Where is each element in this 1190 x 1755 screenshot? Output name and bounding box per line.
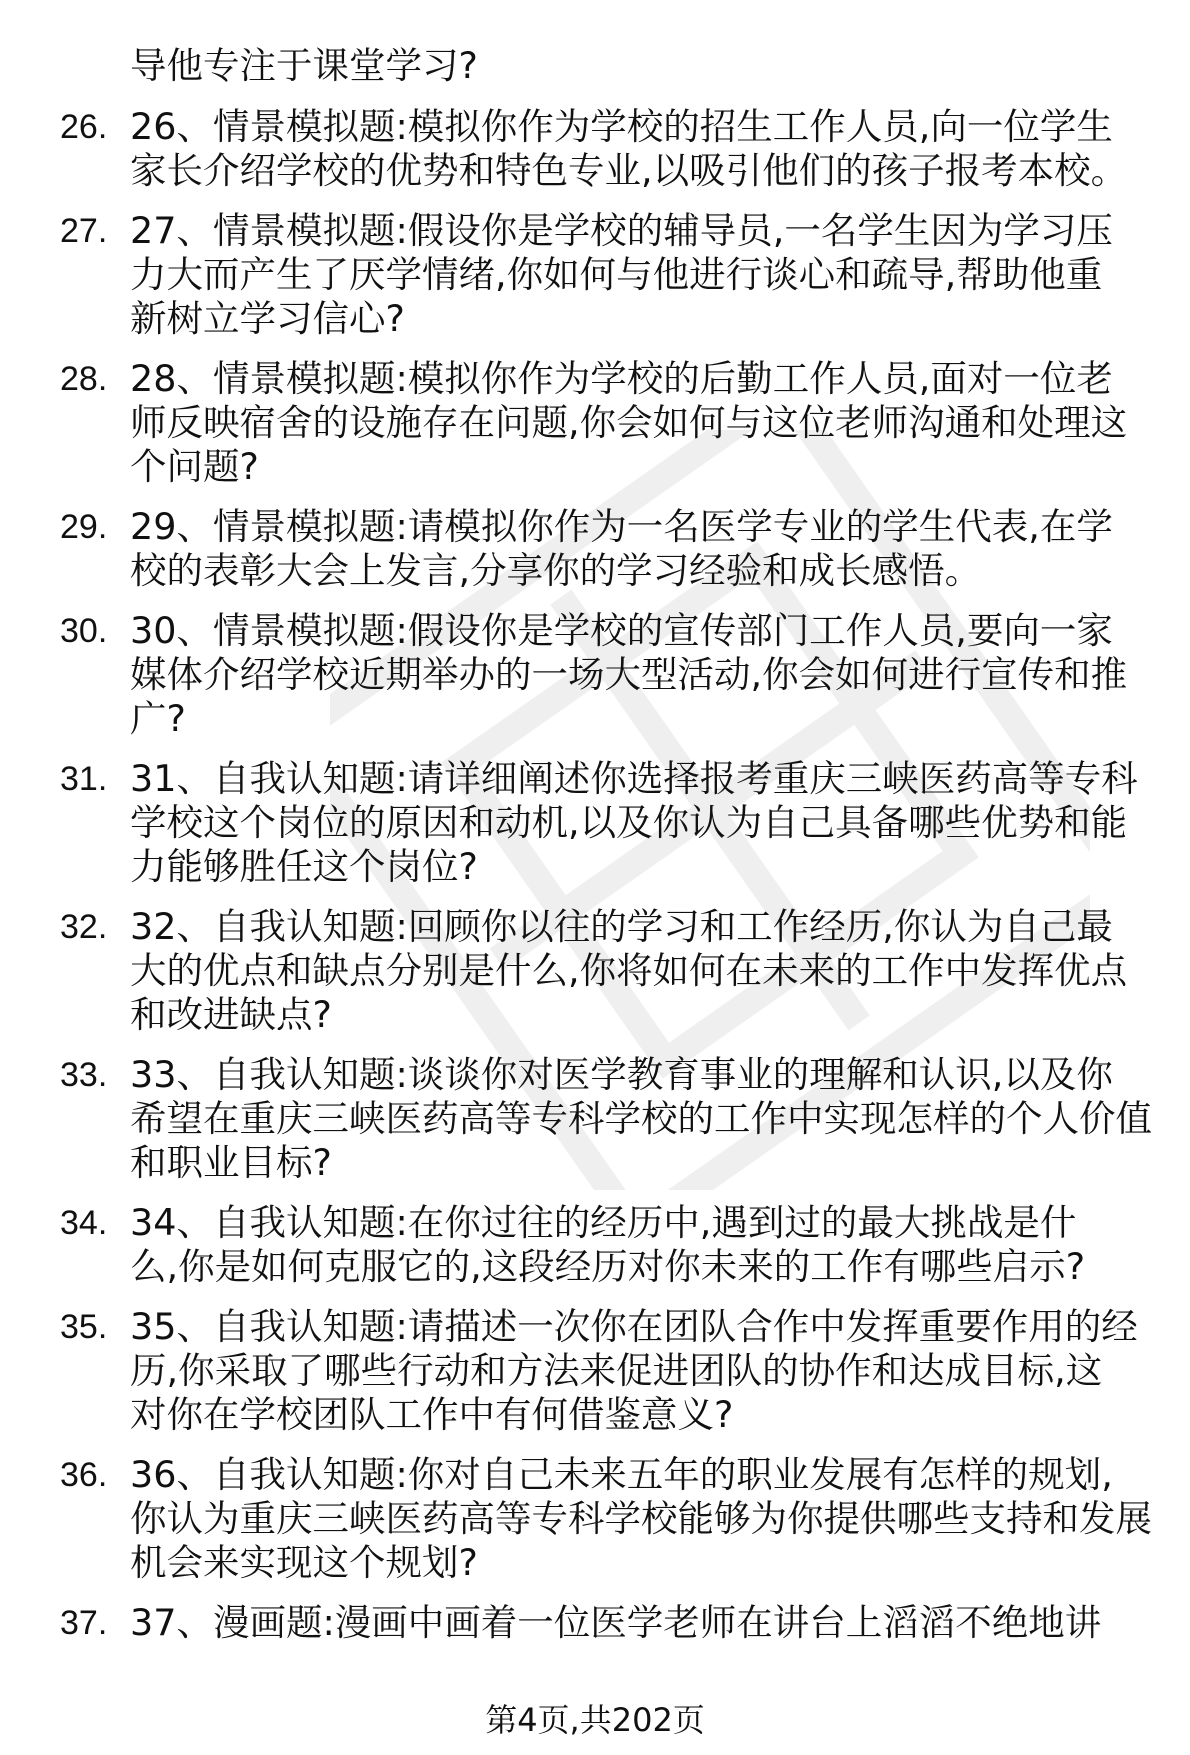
question-item bbox=[60, 1453, 1152, 1585]
question-number: 29. bbox=[60, 508, 108, 546]
question-text bbox=[130, 505, 1152, 593]
question-text-line: 么,你是如何克服它的,这段经历对你未来的工作有哪些启示? bbox=[130, 1245, 1086, 1288]
question-text-line: 力大而产生了厌学情绪,你如何与他进行谈心和疏导,帮助他重 bbox=[130, 253, 1103, 296]
page-number-footer: 第4页,共202页 bbox=[485, 1701, 705, 1739]
question-item bbox=[60, 1201, 1152, 1289]
question-text-line: 家长介绍学校的优势和特色专业,以吸引他们的孩子报考本校。 bbox=[130, 149, 1128, 192]
question-number: 32. bbox=[60, 908, 108, 946]
question-list bbox=[60, 44, 1152, 1661]
question-text bbox=[130, 357, 1152, 489]
question-text bbox=[130, 905, 1152, 1037]
question-item bbox=[60, 1053, 1152, 1185]
question-text-line: 希望在重庆三峡医药高等专科学校的工作中实现怎样的个人价值 bbox=[130, 1097, 1152, 1140]
question-text-line: 媒体介绍学校近期举办的一场大型活动,你会如何进行宣传和推 bbox=[130, 653, 1128, 696]
question-number: 35. bbox=[60, 1308, 108, 1346]
question-text-line: 34、自我认知题:在你过往的经历中,遇到过的最大挑战是什 bbox=[130, 1201, 1077, 1244]
question-text-line: 新树立学习信心? bbox=[130, 297, 405, 340]
question-text-line: 37、漫画题:漫画中画着一位医学老师在讲台上滔滔不绝地讲 bbox=[130, 1601, 1102, 1644]
question-item bbox=[60, 1305, 1152, 1437]
question-number: 27. bbox=[60, 212, 108, 250]
question-text-line: 广? bbox=[130, 697, 186, 740]
question-text-line: 对你在学校团队工作中有何借鉴意义? bbox=[130, 1393, 734, 1436]
question-text-line: 32、自我认知题:回顾你以往的学习和工作经历,你认为自己最 bbox=[130, 905, 1113, 948]
question-text-line: 35、自我认知题:请描述一次你在团队合作中发挥重要作用的经 bbox=[130, 1305, 1138, 1348]
question-text-line: 大的优点和缺点分别是什么,你将如何在未来的工作中发挥优点 bbox=[130, 949, 1128, 992]
question-item bbox=[60, 105, 1152, 193]
question-text-line: 30、情景模拟题:假设你是学校的宣传部门工作人员,要向一家 bbox=[130, 609, 1113, 652]
question-text bbox=[130, 609, 1152, 741]
question-text bbox=[130, 1601, 1152, 1645]
question-item bbox=[60, 209, 1152, 341]
question-text-line: 师反映宿舍的设施存在问题,你会如何与这位老师沟通和处理这 bbox=[130, 401, 1128, 444]
question-number: 30. bbox=[60, 612, 108, 650]
question-text-line: 学校这个岗位的原因和动机,以及你认为自己具备哪些优势和能 bbox=[130, 801, 1128, 844]
question-text bbox=[130, 757, 1152, 889]
question-text bbox=[130, 1201, 1152, 1289]
question-number: 36. bbox=[60, 1456, 108, 1494]
question-text-line: 29、情景模拟题:请模拟你作为一名医学专业的学生代表,在学 bbox=[130, 505, 1113, 548]
question-text-line: 31、自我认知题:请详细阐述你选择报考重庆三峡医药高等专科 bbox=[130, 757, 1138, 800]
question-text bbox=[130, 1305, 1152, 1437]
question-text-line: 和改进缺点? bbox=[130, 993, 332, 1036]
question-item bbox=[60, 505, 1152, 593]
question-text-line: 28、情景模拟题:模拟你作为学校的后勤工作人员,面对一位老 bbox=[130, 357, 1113, 400]
question-item bbox=[60, 357, 1152, 489]
question-text-line: 36、自我认知题:你对自己未来五年的职业发展有怎样的规划, bbox=[130, 1453, 1113, 1496]
question-text-line: 27、情景模拟题:假设你是学校的辅导员,一名学生因为学习压 bbox=[130, 209, 1113, 252]
question-continuation-line: 导他专注于课堂学习? bbox=[130, 44, 478, 87]
question-number: 34. bbox=[60, 1204, 108, 1242]
question-item bbox=[60, 757, 1152, 889]
question-number: 33. bbox=[60, 1056, 108, 1094]
question-text bbox=[130, 105, 1152, 193]
question-text-line: 校的表彰大会上发言,分享你的学习经验和成长感悟。 bbox=[130, 549, 982, 592]
question-text bbox=[130, 1053, 1152, 1185]
question-text-line: 33、自我认知题:谈谈你对医学教育事业的理解和认识,以及你 bbox=[130, 1053, 1113, 1096]
question-item bbox=[60, 609, 1152, 741]
question-number: 26. bbox=[60, 108, 108, 146]
question-text bbox=[130, 1453, 1152, 1585]
question-text-line: 个问题? bbox=[130, 445, 259, 488]
question-text bbox=[130, 209, 1152, 341]
question-number: 28. bbox=[60, 360, 108, 398]
question-text-line: 历,你采取了哪些行动和方法来促进团队的协作和达成目标,这 bbox=[130, 1349, 1103, 1392]
question-item bbox=[60, 905, 1152, 1037]
question-text-line: 你认为重庆三峡医药高等专科学校能够为你提供哪些支持和发展 bbox=[130, 1497, 1152, 1540]
question-number: 37. bbox=[60, 1604, 108, 1642]
question-item bbox=[60, 1601, 1152, 1645]
question-text-line: 力能够胜任这个岗位? bbox=[130, 845, 478, 888]
question-items bbox=[60, 105, 1152, 1645]
question-text-line: 和职业目标? bbox=[130, 1141, 332, 1184]
question-number: 31. bbox=[60, 760, 108, 798]
question-text-line: 机会来实现这个规划? bbox=[130, 1541, 478, 1584]
question-text-line: 26、情景模拟题:模拟你作为学校的招生工作人员,向一位学生 bbox=[130, 105, 1113, 148]
